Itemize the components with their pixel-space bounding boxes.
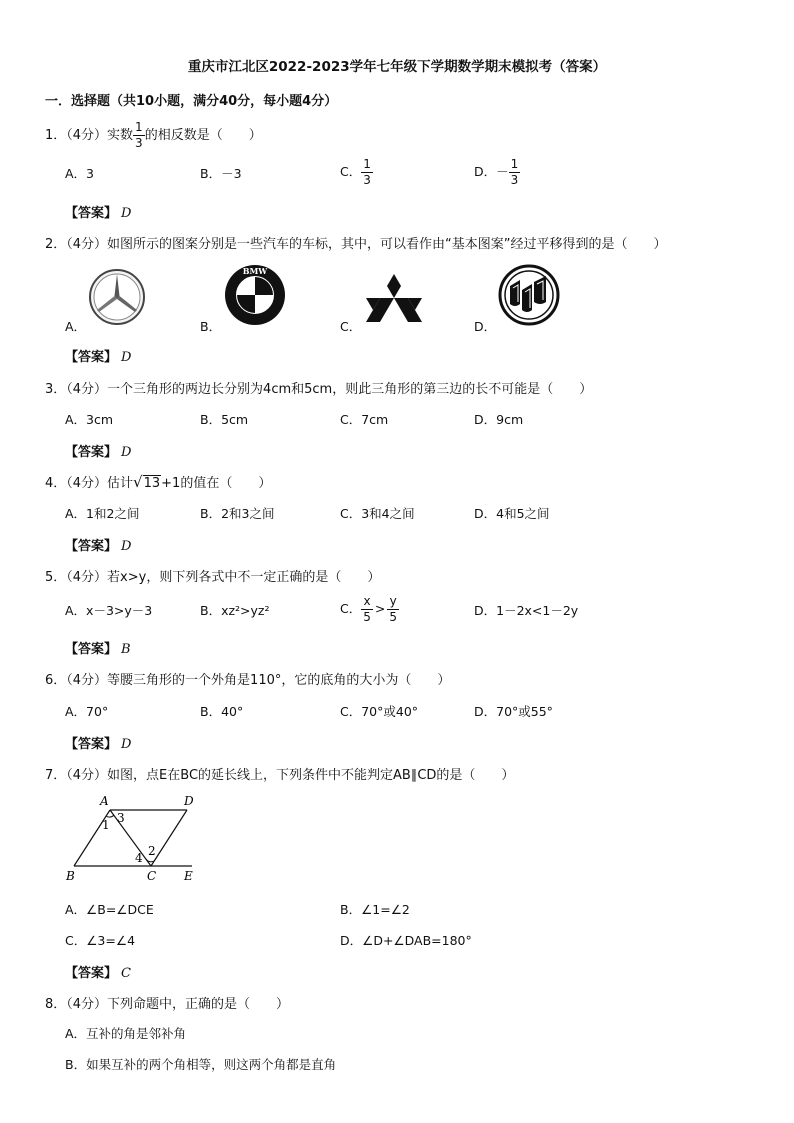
- q4-option-c: C．3和4之间: [340, 506, 415, 521]
- answer-value: D: [121, 445, 132, 460]
- answer-value: C: [121, 966, 131, 981]
- q1-frac-den: 3: [135, 136, 143, 150]
- bmw-letters: BMW: [242, 266, 268, 276]
- q5-c-frac2: [387, 594, 399, 625]
- q6-option-b: B．40°: [200, 704, 244, 719]
- question-4-stem: [45, 472, 271, 491]
- answer-value: D: [121, 206, 132, 221]
- q5-c-gt: >: [374, 601, 386, 616]
- label-c: C: [147, 869, 157, 883]
- answer-tag: 【答案】: [65, 737, 118, 752]
- q1-d-pre: D．－: [474, 164, 509, 179]
- buick-logo-icon: [498, 264, 560, 326]
- answer-value: D: [121, 737, 132, 752]
- q1-fraction: [133, 120, 145, 151]
- q5-option-d: D．1－2x<1－2y: [474, 603, 579, 618]
- q4-answer: [65, 535, 131, 554]
- question-2-stem: 2．（4分）如图所示的图案分别是一些汽车的车标，其中，可以看作由“基本图案”经过平移得到的是（ ）: [45, 237, 667, 252]
- angle-3-label: 3: [117, 811, 125, 825]
- mercedes-logo-icon: [88, 268, 146, 326]
- answer-tag: 【答案】: [65, 642, 118, 657]
- q1-c-num: 1: [363, 157, 371, 171]
- q6-option-d: D．70°或55°: [474, 704, 553, 719]
- answer-tag: 【答案】: [65, 539, 118, 554]
- q4-option-a: A．1和2之间: [65, 506, 140, 521]
- bmw-logo-icon: [224, 264, 286, 326]
- answer-value: B: [121, 642, 131, 657]
- q1-answer: [65, 202, 131, 221]
- q1-option-b: B．－3: [200, 166, 242, 181]
- q1-option-d: [474, 157, 520, 188]
- q5-option-b: B．xz²>yz²: [200, 603, 270, 618]
- question-6-stem: 6．（4分）等腰三角形的一个外角是110°，它的底角的大小为（ ）: [45, 673, 451, 688]
- section-heading: 一．选择题（共10小题，满分40分，每小题4分）: [45, 94, 338, 109]
- q7-option-d: D．∠D+∠DAB=180°: [340, 933, 472, 948]
- angle-1-label: 1: [102, 818, 110, 832]
- answer-tag: 【答案】: [65, 966, 118, 981]
- q5-c-frac1: [361, 594, 373, 625]
- q5-answer: [65, 638, 131, 657]
- parallelogram-figure: [62, 792, 202, 884]
- q1-c-pre: C．: [340, 164, 362, 179]
- question-8-stem: 8．（4分）下列命题中，正确的是（ ）: [45, 997, 290, 1012]
- q8-option-a: A．互补的角是邻补角: [65, 1026, 187, 1041]
- answer-tag: 【答案】: [65, 206, 118, 221]
- q1-d-frac: [509, 157, 521, 188]
- q7-option-b: B．∠1=∠2: [340, 902, 410, 917]
- label-b: B: [66, 869, 75, 883]
- q5-c-den1: 5: [363, 610, 371, 624]
- q1-stem-post: 的相反数是（ ）: [144, 128, 262, 143]
- q4-stem-pre: 4．（4分）估计: [45, 476, 134, 491]
- q5-option-c: [340, 594, 399, 625]
- q1-c-den: 3: [363, 173, 371, 187]
- q7-option-a: A．∠B=∠DCE: [65, 902, 154, 917]
- q1-d-den: 3: [510, 173, 519, 187]
- answer-value: D: [121, 350, 132, 365]
- label-a: A: [100, 794, 109, 808]
- question-5-stem: 5．（4分）若x>y，则下列各式中不一定正确的是（ ）: [45, 570, 381, 585]
- q5-c-num1: x: [361, 594, 373, 610]
- q3-option-b: B．5cm: [200, 412, 249, 427]
- q5-c-den2: 5: [389, 610, 397, 624]
- q1-c-frac: [361, 157, 373, 188]
- q2-option-c: C．: [340, 319, 362, 334]
- q4-stem-post: +1的值在（ ）: [161, 476, 272, 491]
- q5-c-pre: C．: [340, 601, 362, 616]
- q2-option-d: D．: [474, 319, 497, 334]
- q7-answer: [65, 962, 131, 981]
- question-7-stem: 7．（4分）如图，点E在BC的延长线上，下列条件中不能判定AB∥CD的是（ ）: [45, 768, 515, 783]
- q4-option-b: B．2和3之间: [200, 506, 275, 521]
- q6-option-c: C．70°或40°: [340, 704, 419, 719]
- q2-option-a: A．: [65, 319, 87, 334]
- q3-option-c: C．7cm: [340, 412, 389, 427]
- q3-option-a: A．3cm: [65, 412, 114, 427]
- answer-tag: 【答案】: [65, 445, 118, 460]
- q6-answer: [65, 733, 131, 752]
- question-1-stem: [45, 120, 262, 151]
- q5-c-num2: y: [387, 594, 399, 610]
- q5-option-a: A．x－3>y－3: [65, 603, 153, 618]
- angle-4-label: 4: [135, 851, 143, 865]
- question-3-stem: 3．（4分）一个三角形的两边长分别为4cm和5cm，则此三角形的第三边的长不可能是（ ）: [45, 382, 593, 397]
- q8-option-b: B．如果互补的两个角相等，则这两个角都是直角: [65, 1057, 337, 1072]
- q2-option-b: B．: [200, 319, 222, 334]
- q1-option-a: A．3: [65, 166, 95, 181]
- q7-option-c: C．∠3=∠4: [65, 933, 136, 948]
- q3-answer: [65, 441, 131, 460]
- q1-option-c: [340, 157, 373, 188]
- page-title: 重庆市江北区2022-2023学年七年级下学期数学期末模拟考（答案）: [187, 59, 607, 75]
- q4-sqrt-radicand: 13: [143, 476, 161, 491]
- q4-option-d: D．4和5之间: [474, 506, 550, 521]
- q1-d-num: 1: [510, 157, 519, 171]
- label-d: D: [184, 794, 194, 808]
- q2-answer: [65, 346, 131, 365]
- angle-2-label: 2: [148, 844, 156, 858]
- q1-stem-pre: 1．（4分）实数: [45, 128, 134, 143]
- q1-frac-num: 1: [135, 120, 143, 134]
- sqrt-icon: √: [133, 473, 143, 491]
- answer-tag: 【答案】: [65, 350, 118, 365]
- q3-option-d: D．9cm: [474, 412, 524, 427]
- answer-value: D: [121, 539, 132, 554]
- q6-option-a: A．70°: [65, 704, 109, 719]
- mitsubishi-logo-icon: [364, 272, 424, 328]
- label-e: E: [184, 869, 193, 883]
